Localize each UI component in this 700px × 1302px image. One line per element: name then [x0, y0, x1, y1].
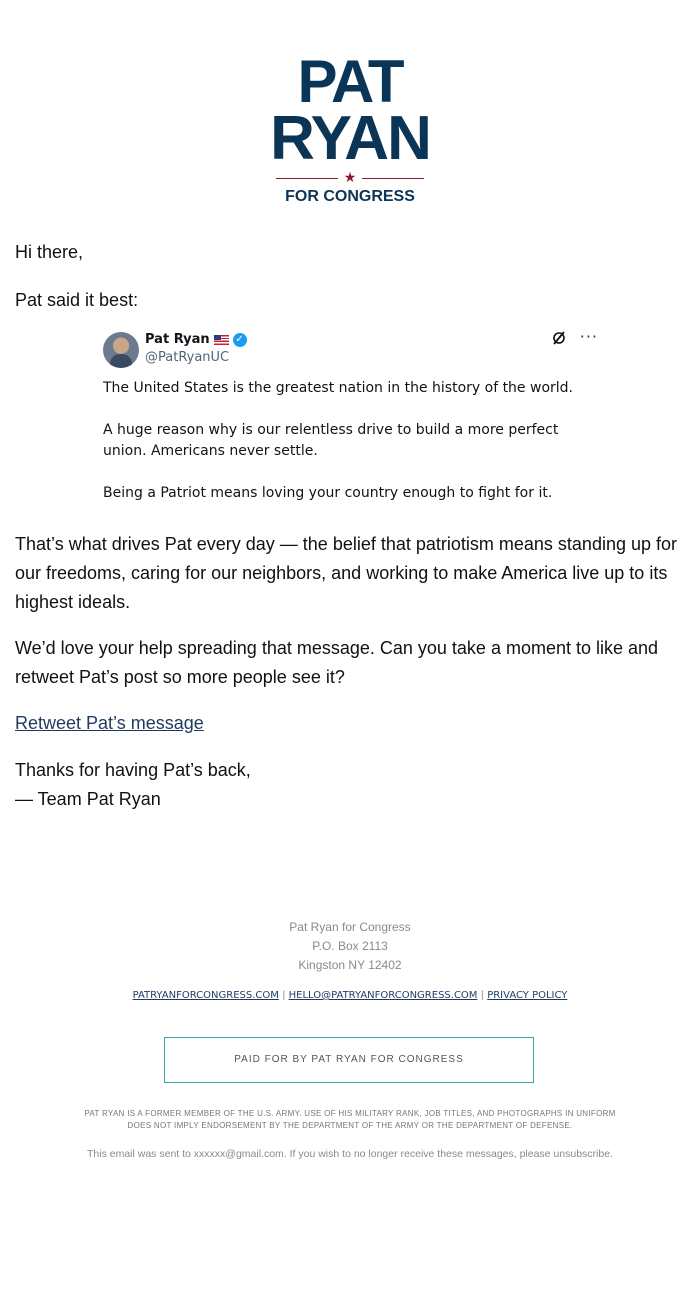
footer-links [0, 990, 700, 1001]
website-link[interactable]: PATRYANFORCONGRESS.COM [132, 990, 279, 1001]
link-separator: | [282, 990, 286, 1001]
tweet-paragraph: Being a Patriot means loving your country enough to fight for it. [103, 485, 553, 501]
unsubscribe-notice[interactable]: This email was sent to xxxxxx@gmail.com. If you wish to no longer receive these messages, please unsubscribe. [87, 1148, 613, 1160]
footer-address [0, 918, 700, 975]
body-paragraph-2: We’d love your help spreading that message. Can you take a moment to like and retweet Pat’s post so more people see it? [15, 638, 659, 687]
tweet-author[interactable] [145, 332, 247, 347]
logo-rule-left [276, 178, 338, 179]
privacy-policy-link[interactable]: PRIVACY POLICY [487, 990, 568, 1001]
verified-badge-icon: ✓ [233, 333, 247, 347]
signoff-line-2: — Team Pat Ryan [15, 789, 161, 809]
tweet-handle[interactable]: @PatRyanUC [145, 350, 230, 365]
logo-line-1: PAT [297, 48, 403, 115]
email-link[interactable]: HELLO@PATRYANFORCONGRESS.COM [288, 990, 478, 1001]
paid-for-box: PAID FOR BY PAT RYAN FOR CONGRESS [164, 1037, 534, 1083]
star-icon: ★ [343, 169, 357, 185]
footer-address-line-2: Kingston NY 12402 [298, 958, 402, 972]
tweet-body [103, 378, 598, 525]
greeting: Hi there, [15, 242, 84, 262]
more-options-icon[interactable]: ··· [579, 327, 598, 346]
tweet-paragraph: The United States is the greatest nation in the history of the world. [103, 380, 573, 396]
avatar[interactable] [103, 332, 139, 368]
military-disclaimer: PAT RYAN IS A FORMER MEMBER OF THE U.S. ARMY. USE OF HIS MILITARY RANK, JOB TITLES, AND PHOTOGRAPHS IN UNIFORM DOES NOT IMPLY ENDORSEMENT BY THE DEPARTMENT OF THE ARMY OR THE DEPARTMENT OF DEFENSE. [84, 1109, 616, 1130]
intro-text: Pat said it best: [15, 290, 139, 310]
logo-line-2: RYAN [270, 104, 430, 173]
campaign-logo [0, 48, 700, 206]
signoff-line-1: Thanks for having Pat’s back, [15, 760, 251, 780]
logo-rule-right [362, 178, 424, 179]
us-flag-icon [214, 335, 229, 345]
logo-subtitle: FOR CONGRESS [285, 188, 415, 205]
footer-org: Pat Ryan for Congress [289, 920, 411, 934]
logo-divider [276, 169, 424, 186]
retweet-link-wrap [15, 709, 685, 738]
tweet-author-name: Pat Ryan [145, 332, 210, 347]
footer-address-line-1: P.O. Box 2113 [312, 939, 388, 953]
tweet-tools [552, 327, 598, 346]
retweet-link[interactable]: Retweet Pat’s message [15, 713, 204, 733]
x-logo-icon[interactable] [552, 330, 566, 344]
body-paragraph-1: That’s what drives Pat every day — the belief that patriotism means standing up for our freedoms, caring for our neighbors, and working to make America live up to its highest ideals. [15, 534, 678, 612]
link-separator: | [480, 990, 484, 1001]
tweet-paragraph: A huge reason why is our relentless drive to build a more perfect union. Americans never settle. [103, 422, 559, 459]
